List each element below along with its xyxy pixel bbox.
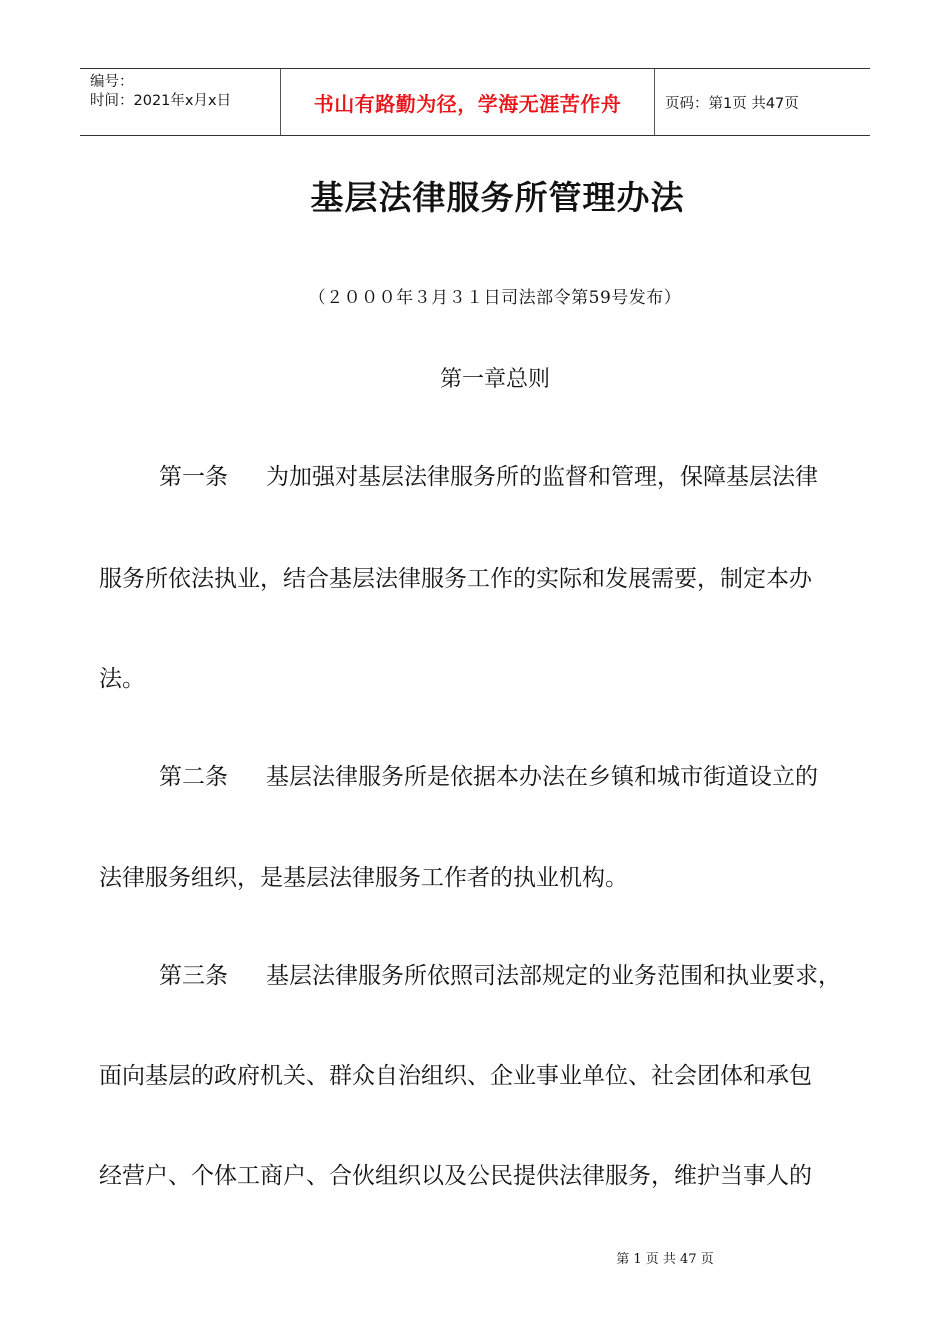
document-header: [80, 68, 870, 136]
article-3-line-3: 经营户、个体工商户、合伙组织以及公民提供法律服务，维护当事人的: [99, 1163, 812, 1189]
article-1-text-1: 为加强对基层法律服务所的监督和管理，保障基层法律: [266, 464, 818, 490]
article-3-text-1: 基层法律服务所依照司法部规定的业务范围和执业要求，: [266, 963, 841, 989]
article-3-line-1: [159, 957, 841, 990]
document-title: 基层法律服务所管理办法: [310, 178, 685, 217]
chapter-heading: 第一章总则: [439, 367, 550, 392]
page-footer: 第 1 页 共 47 页: [616, 1252, 714, 1267]
article-1-line-3: 法。: [99, 666, 145, 692]
date-label: 时间：2021年x月x日: [90, 93, 232, 109]
page-info-cell: [655, 69, 870, 135]
motto-cell: [281, 69, 655, 135]
article-1-line-1: [159, 458, 818, 491]
motto-text: 书山有路勤为径，学海无涯苦作舟: [313, 91, 622, 116]
article-1-line-2: 服务所依法执业，结合基层法律服务工作的实际和发展需要，制定本办: [99, 566, 812, 592]
page-info-text: 页码：第1页 共47页: [665, 95, 799, 112]
serial-number-label: 编号：: [90, 74, 134, 90]
article-3-line-2: 面向基层的政府机关、群众自治组织、企业事业单位、社会团体和承包: [99, 1063, 812, 1089]
document-subtitle: （２０００年３月３１日司法部令第59号发布）: [308, 288, 682, 308]
article-2-label: 第二条: [159, 764, 228, 790]
article-2-text-1: 基层法律服务所是依据本办法在乡镇和城市街道设立的: [266, 764, 818, 790]
article-1-label: 第一条: [159, 464, 228, 490]
header-meta-cell: [80, 69, 281, 135]
article-2-line-2: 法律服务组织，是基层法律服务工作者的执业机构。: [99, 865, 628, 891]
article-3-label: 第三条: [159, 963, 228, 989]
article-2-line-1: [159, 758, 818, 791]
